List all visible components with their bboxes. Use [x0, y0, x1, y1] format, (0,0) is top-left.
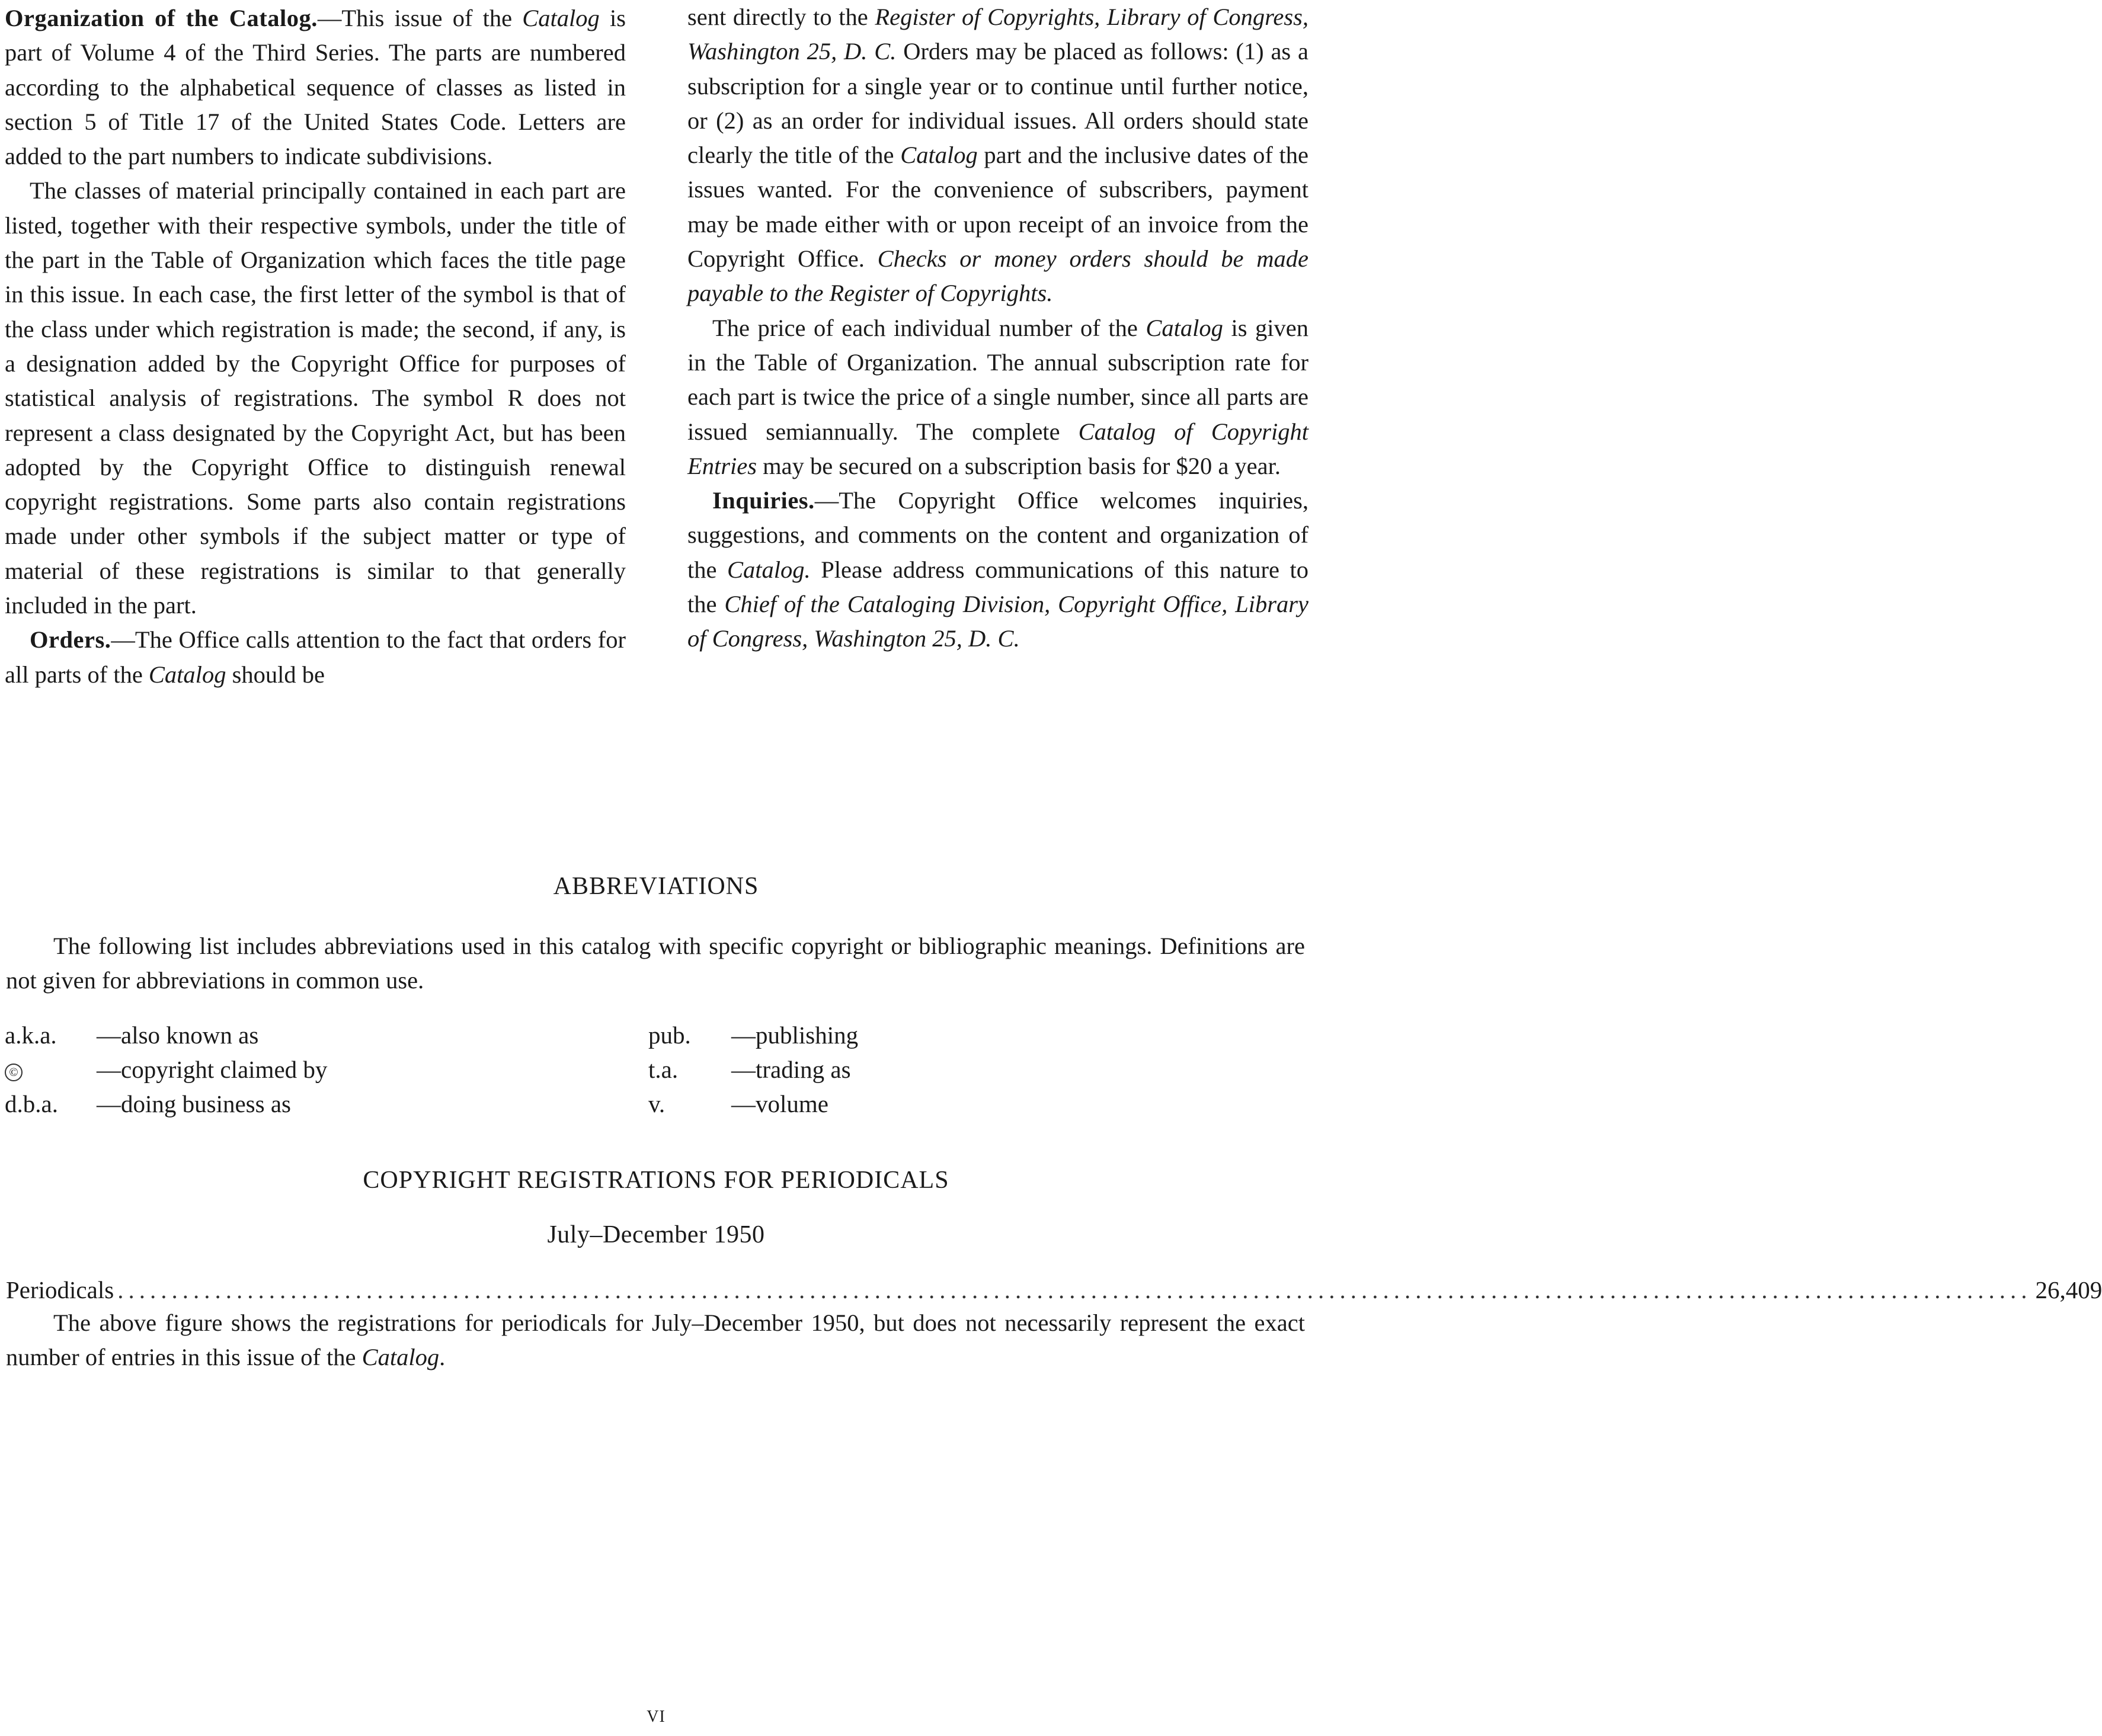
text-run: is part of Volume 4 of the Third Series. The parts are numbered according to the alphabetical sequence of classes as listed in section 5 of Title 17 of the United States Code. Letters are added to the part numbers to indicate subdivisions.	[5, 5, 626, 170]
price-paragraph	[687, 311, 1308, 483]
periodicals-label: Periodicals	[6, 1276, 114, 1303]
text-run: —The Copyright Office welcomes inquiries, suggestions, and comments on the content and organization of the	[687, 487, 1308, 583]
text-run: Orders may be placed as follows: (1) as a subscription for a single year or to continue until further notice, or (2) as an order for individual issues. All orders should state clearly the title of the	[687, 38, 1308, 169]
italic-run: Checks or money orders should be made payable to the Register of Copyrights.	[687, 245, 1308, 307]
abbreviations-heading: ABBREVIATIONS	[553, 873, 759, 900]
text-run: sent directly to the	[687, 4, 875, 30]
abbreviation-row	[5, 1087, 327, 1121]
two-column-text	[5, 0, 1308, 692]
registrations-heading: COPYRIGHT REGISTRATIONS FOR PERIODICALS	[363, 1167, 949, 1194]
abbreviation-definition: —doing business as	[97, 1090, 291, 1117]
text-run: The above figure shows the registrations for periodicals for July–December 1950, but does not necessarily represent the exact number of entries in this issue of the	[6, 1309, 1305, 1370]
text-run: —This issue of the	[317, 5, 523, 31]
text-run: may be secured on a subscription basis for $20 a year.	[757, 452, 1281, 479]
text-run: .	[439, 1344, 446, 1370]
italic-run: Catalog	[522, 5, 600, 31]
page-number: VI	[647, 1708, 666, 1726]
abbreviation-definition: —copyright claimed by	[97, 1056, 328, 1083]
italic-run: Catalog	[900, 142, 978, 169]
italic-run: Catalog of Copyright Entries	[687, 418, 1309, 479]
text-run: part and the inclusive dates of the issues wanted. For the convenience of subscribers, payment may be made either with or upon receipt of an invoice from the Copyright Office.	[687, 142, 1308, 273]
abbreviation-definition: —trading as	[731, 1056, 851, 1083]
organization-paragraph	[5, 1, 626, 174]
inquiries-paragraph	[687, 483, 1308, 656]
registrations-note	[6, 1306, 1305, 1375]
abbreviation-term: d.b.a.	[5, 1090, 58, 1117]
dot-leader: .................................................................................................................................................................................	[117, 1276, 2032, 1303]
abbreviation-row	[5, 1052, 327, 1087]
classes-paragraph: The classes of material principally contained in each part are listed, together with their respective symbols, under the title of the part in the Table of Organization which faces the title page in this issue. In each case, the first letter of the symbol is that of the class under which registration is made; the second, if any, is a designation added by the Copyright Office for purposes of statistical analysis of registrations. The symbol R does not represent a class designated by the Copyright Act, but has been adopted by the Copyright Office to distinguish renewal copyright registrations. Some parts also contain registrations made under other symbols if the subject matter or type of material of these registrations is similar to that generally included in the part.	[5, 177, 626, 619]
abbreviation-term: ©	[5, 1064, 23, 1081]
abbreviations-list-left	[5, 1018, 327, 1121]
abbreviations-list-right	[648, 1018, 858, 1121]
abbreviation-row	[648, 1087, 858, 1121]
abbreviation-term: t.a.	[648, 1056, 679, 1083]
text-run: Please address communications of this nature to the	[687, 556, 1308, 618]
periodicals-count: 26,409	[2035, 1276, 2102, 1303]
italic-run: Chief of the Cataloging Division, Copyright Office, Library of Congress, Washington 25, D. C.	[687, 591, 1308, 652]
registrations-period: July–December 1950	[547, 1221, 765, 1248]
text-run: The price of each individual number of the	[712, 314, 1146, 341]
orders-lead: Orders.	[30, 626, 111, 654]
orders-continued-paragraph	[687, 0, 1308, 311]
italic-run: Catalog	[148, 661, 226, 688]
abbreviation-row	[648, 1052, 858, 1087]
periodicals-count-line	[6, 1273, 2102, 1307]
abbreviation-row	[5, 1018, 327, 1052]
italic-run: Catalog	[361, 1344, 440, 1370]
abbreviations-intro: The following list includes abbreviations used in this catalog with specific copyright or bibliographic meanings. Definitions are not given for abbreviations in common use.	[6, 933, 1305, 994]
copyright-symbol-icon	[5, 1052, 97, 1087]
inquiries-lead: Inquiries.	[712, 487, 815, 514]
abbreviation-definition: —volume	[731, 1090, 828, 1117]
text-run: is given in the Table of Organization. The annual subscription rate for each part is twice the price of a single number, since all parts are issued semiannually. The complete	[687, 314, 1308, 445]
italic-run: Catalog.	[727, 556, 811, 583]
text-run: should be	[226, 661, 325, 688]
organization-lead: Organization of the Catalog.	[5, 5, 318, 31]
abbreviation-definition: —publishing	[731, 1021, 859, 1049]
abbreviation-term: v.	[648, 1090, 666, 1117]
left-column	[5, 0, 626, 692]
orders-paragraph	[5, 623, 626, 692]
abbreviation-definition: —also known as	[97, 1021, 259, 1049]
abbreviation-term: pub.	[648, 1021, 691, 1049]
right-column	[687, 0, 1308, 692]
italic-run: Catalog	[1146, 314, 1223, 341]
abbreviation-row	[648, 1018, 858, 1052]
text-run: —The Office calls attention to the fact that orders for all parts of the	[5, 626, 626, 688]
italic-run: Register of Copyrights, Library of Congress, Washington 25, D. C.	[687, 4, 1309, 65]
abbreviation-term: a.k.a.	[5, 1021, 57, 1049]
